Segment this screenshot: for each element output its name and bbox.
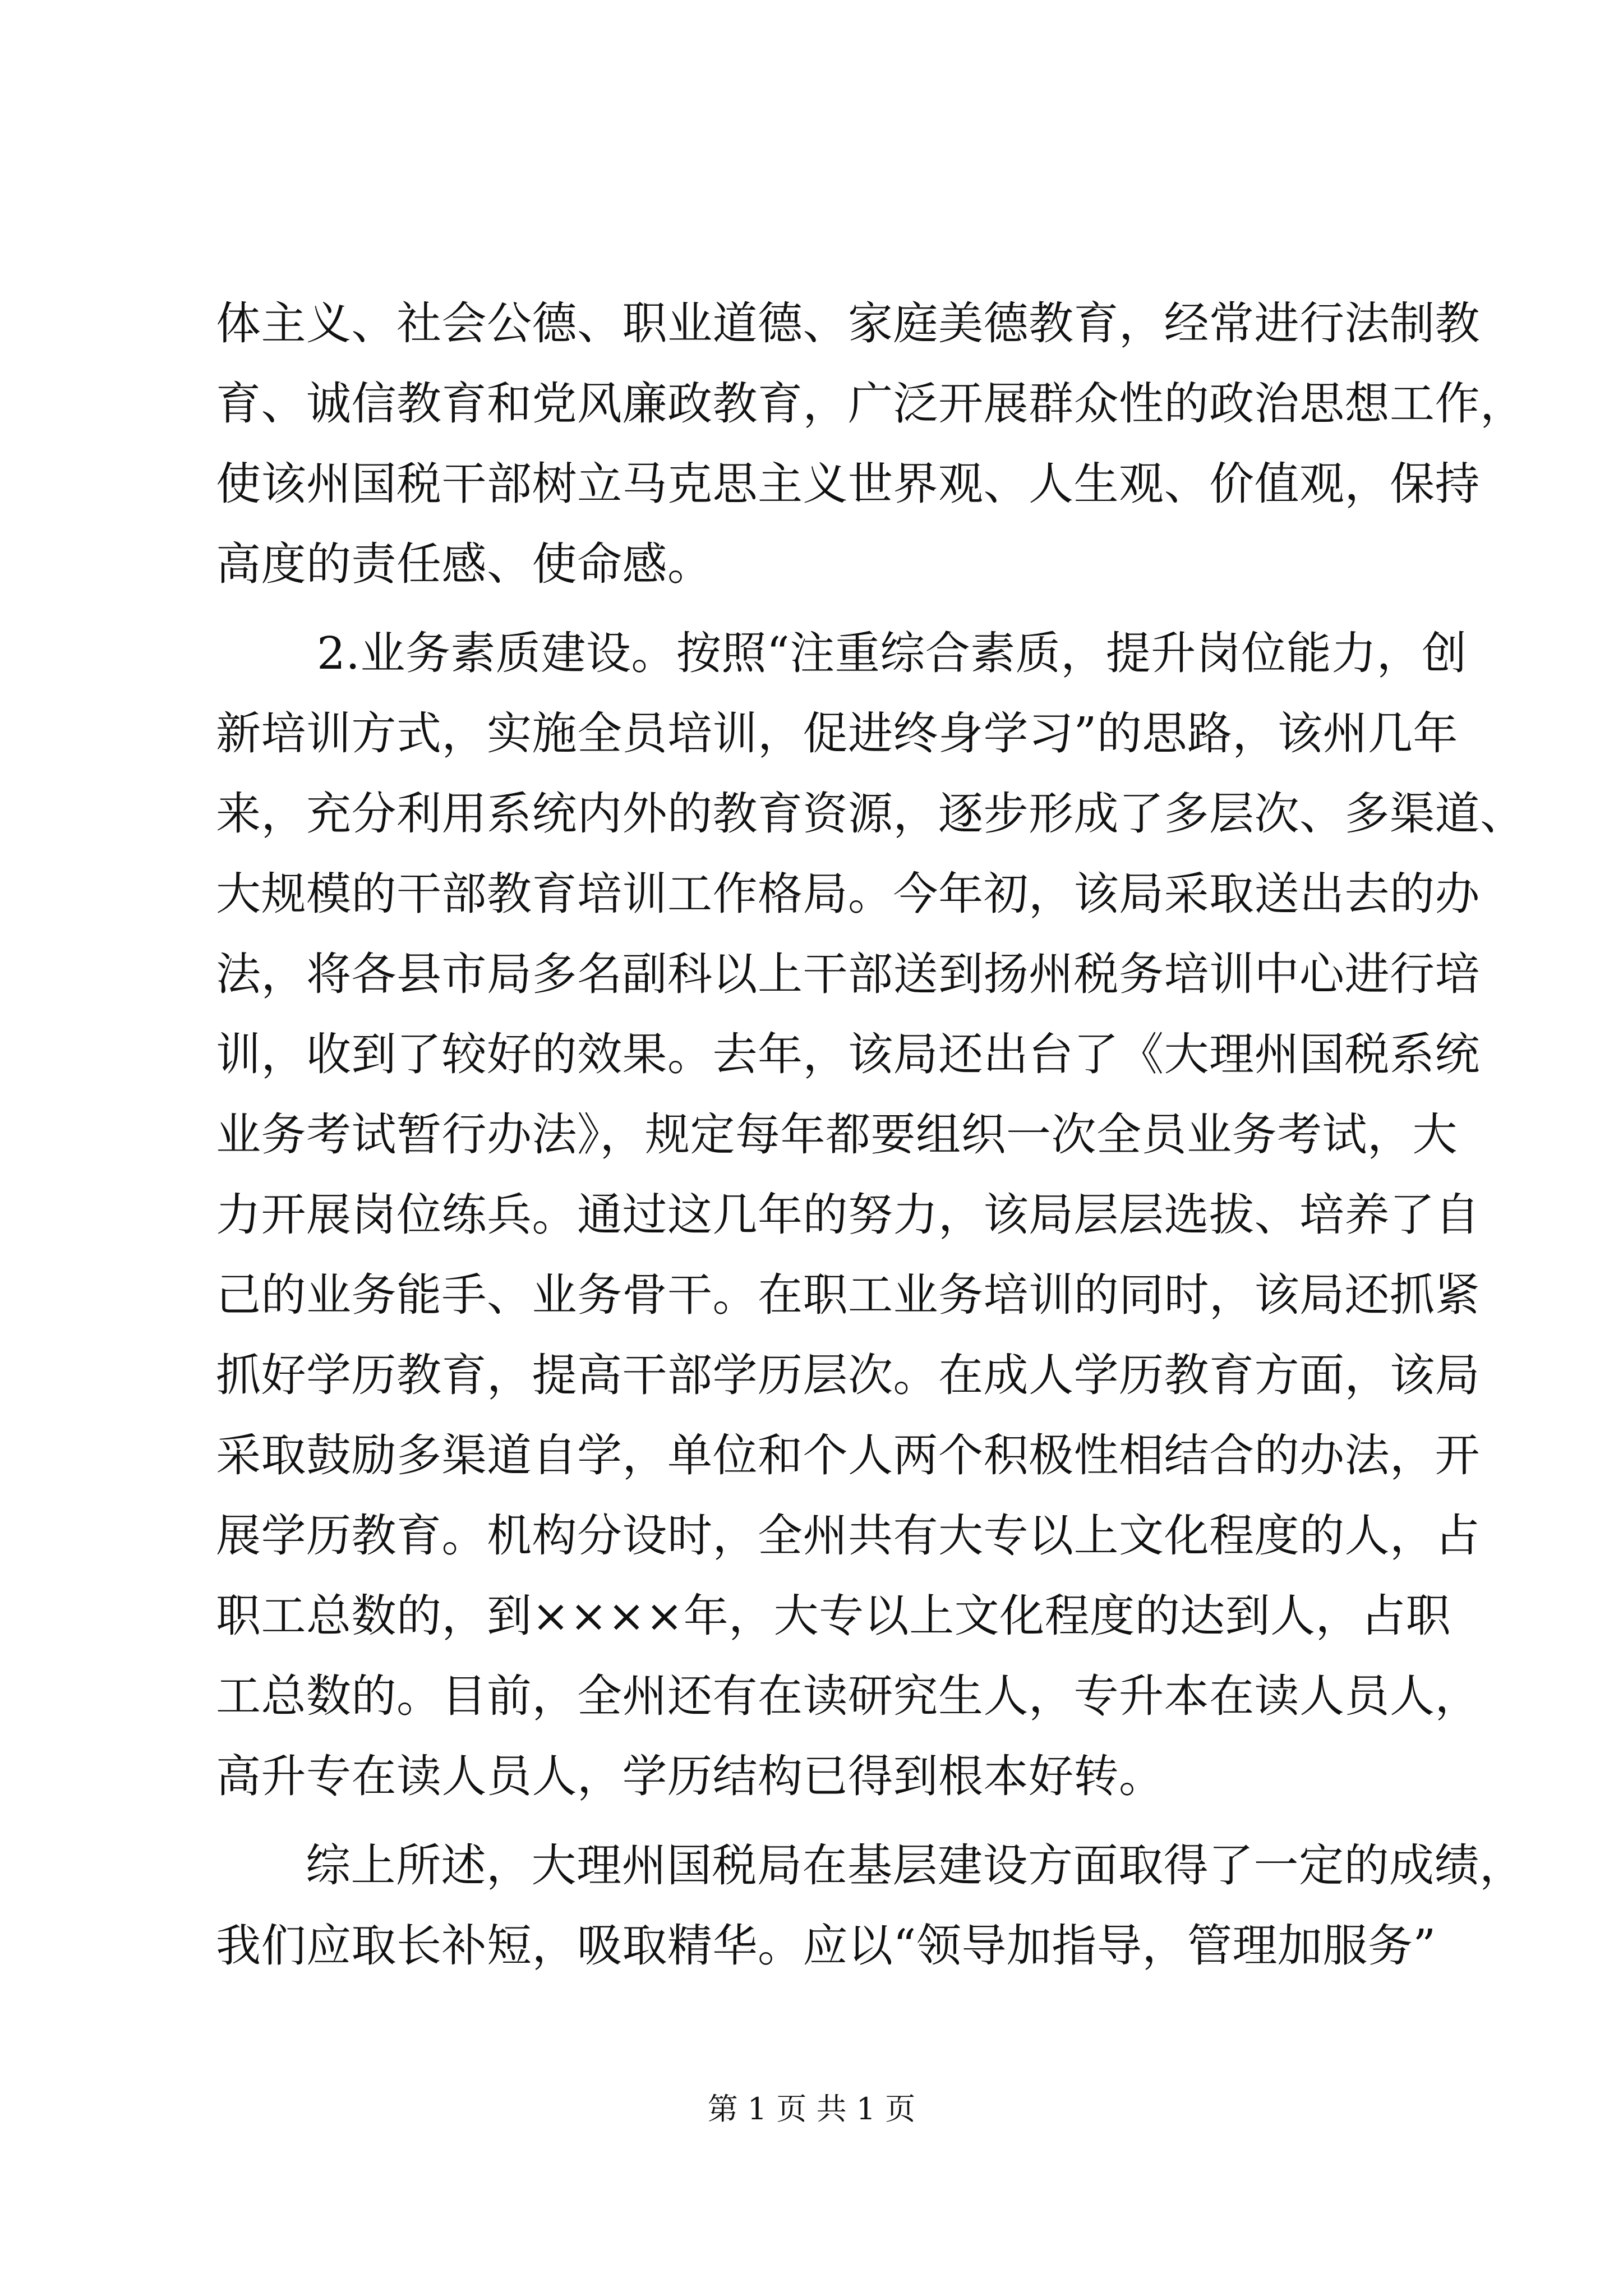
text-line: 工总数的。目前，全州还有在读研究生人，专升本在读人员人， (216, 1670, 1480, 1722)
text-line: 育、诚信教育和党风廉政教育，广泛开展群众性的政治思想工作， (216, 378, 1525, 430)
text-line: 职工总数的，到××××年，大专以上文化程度的达到人，占职 (216, 1590, 1451, 1642)
text-line: 使该州国税干部树立马克思主义世界观、人生观、价值观，保持 (216, 458, 1480, 510)
text-line: 大规模的干部教育培训工作格局。今年初，该局采取送出去的办 (216, 868, 1480, 920)
text-line: 法，将各县市局多名副科以上干部送到扬州税务培训中心进行培 (216, 948, 1480, 1000)
text-line: 采取鼓励多渠道自学，单位和个人两个积极性相结合的办法，开 (216, 1429, 1480, 1481)
document-body (216, 283, 1525, 1986)
text-line: 业务考试暂行办法》，规定每年都要组织一次全员业务考试，大 (216, 1108, 1458, 1161)
text-line: 2.业务素质建设。按照“注重综合素质，提升岗位能力，创 (317, 627, 1467, 679)
text-line: 体主义、社会公德、职业道德、家庭美德教育，经常进行法制教 (216, 297, 1480, 349)
text-line: 高升专在读人员人，学历结构已得到根本好转。 (216, 1750, 1164, 1802)
paragraph-gap (216, 604, 1424, 613)
text-line: 综上所述，大理州国税局在基层建设方面取得了一定的成绩， (306, 1839, 1525, 1892)
page-number-footer: 第 1 页 共 1 页 (707, 2091, 916, 2127)
text-line: 展学历教育。机构分设时，全州共有大专以上文化程度的人，占 (216, 1510, 1480, 1562)
text-line: 新培训方式，实施全员培训，促进终身学习”的思路，该州几年 (216, 707, 1458, 760)
text-line: 抓好学历教育，提高干部学历层次。在成人学历教育方面，该局 (216, 1349, 1480, 1401)
text-line: 我们应取长补短，吸取精华。应以“领导加指导，管理加服务” (216, 1920, 1436, 1972)
text-line: 高度的责任感、使命感。 (216, 538, 713, 590)
text-line: 训，收到了较好的效果。去年，该局还出台了《大理州国税系统 (216, 1028, 1480, 1080)
text-line: 己的业务能手、业务骨干。在职工业务培训的同时，该局还抓紧 (216, 1269, 1480, 1321)
paragraph-gap (216, 1816, 1424, 1825)
text-line: 力开展岗位练兵。通过这几年的努力，该局层层选拔、培养了自 (216, 1189, 1480, 1241)
text-line: 来，充分利用系统内外的教育资源，逐步形成了多层次、多渠道、 (216, 788, 1525, 840)
